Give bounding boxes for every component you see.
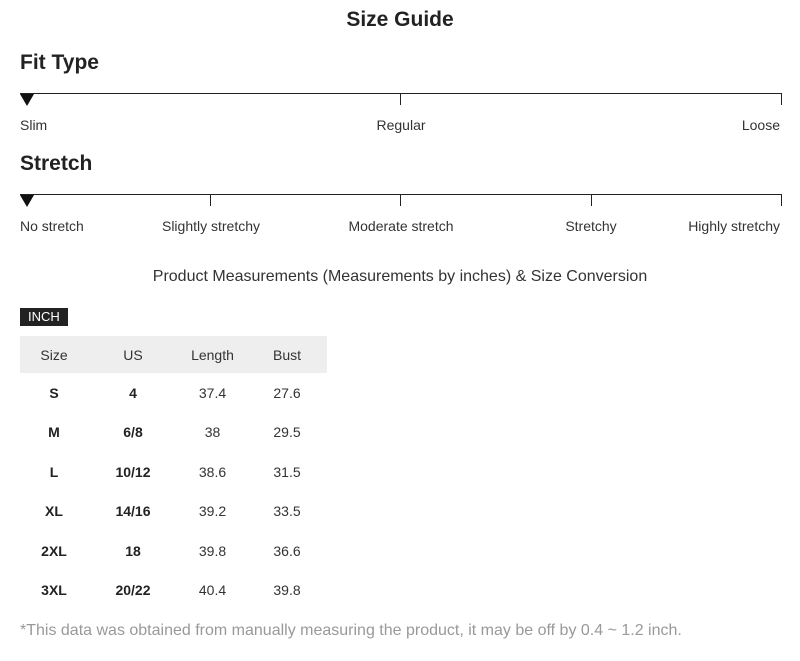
header-bust: Bust	[247, 336, 327, 373]
fit-type-label-regular: Regular	[376, 117, 426, 133]
stretch-scale	[20, 194, 782, 208]
unit-badge[interactable]: INCH	[20, 308, 68, 326]
stretch-marker-icon	[20, 195, 34, 207]
header-us: US	[88, 336, 178, 373]
fit-type-label-slim: Slim	[20, 117, 48, 133]
cell-bust: 31.5	[273, 463, 301, 480]
cell-bust: 36.6	[273, 542, 301, 559]
stretch-tick-stretchy	[591, 194, 592, 206]
stretch-label-moderate: Moderate stretch	[348, 218, 454, 234]
fit-type-label-loose: Loose	[741, 117, 780, 133]
cell-length: 39.8	[198, 542, 227, 559]
fit-type-marker-icon	[20, 94, 34, 106]
fit-type-title: Fit Type	[20, 51, 99, 74]
cell-size: L	[49, 463, 59, 480]
header-size: Size	[20, 336, 88, 373]
table-row	[20, 571, 327, 611]
cell-us: 10/12	[115, 463, 151, 480]
fit-type-tick-loose	[781, 93, 782, 105]
cell-us: 18	[125, 542, 141, 559]
cell-length: 38	[204, 424, 221, 441]
cell-us: 6/8	[123, 424, 143, 441]
header-length: Length	[178, 336, 247, 373]
stretch-tick-highly	[781, 194, 782, 206]
stretch-label-none: No stretch	[20, 218, 84, 234]
cell-bust: 39.8	[273, 582, 301, 599]
stretch-label-slightly: Slightly stretchy	[161, 218, 261, 234]
measurements-title: Product Measurements (Measurements by inches) & Size Conversion	[152, 268, 648, 285]
stretch-scale-line	[20, 194, 782, 195]
table-row	[20, 452, 327, 492]
cell-size: 3XL	[41, 582, 67, 599]
cell-bust: 27.6	[273, 384, 301, 401]
page-title: Size Guide	[346, 8, 454, 31]
stretch-tick-moderate	[400, 194, 401, 206]
stretch-label-stretchy: Stretchy	[565, 218, 617, 234]
stretch-title: Stretch	[20, 152, 93, 175]
cell-bust: 29.5	[273, 424, 301, 441]
cell-size: M	[48, 424, 60, 441]
table-row	[20, 413, 327, 453]
stretch-label-highly: Highly stretchy	[688, 218, 780, 234]
cell-length: 37.4	[198, 384, 227, 401]
table-header-row	[20, 336, 327, 373]
fit-type-scale-line	[20, 93, 782, 94]
cell-size: S	[49, 384, 59, 401]
measurement-note: *This data was obtained from manually measuring the product, it may be off by 0.4 ~ 1.2 inch.	[20, 622, 682, 639]
cell-length: 40.4	[198, 582, 227, 599]
table-row	[20, 373, 327, 413]
table-row	[20, 492, 327, 532]
table-row	[20, 531, 327, 571]
cell-us: 14/16	[115, 503, 151, 520]
cell-length: 38.6	[198, 463, 227, 480]
stretch-tick-slightly	[210, 194, 211, 206]
cell-us: 20/22	[115, 582, 151, 599]
cell-bust: 33.5	[273, 503, 301, 520]
fit-type-scale	[20, 93, 782, 107]
cell-us: 4	[129, 384, 137, 401]
fit-type-tick-regular	[400, 93, 401, 105]
cell-size: XL	[45, 503, 63, 520]
cell-size: 2XL	[41, 542, 67, 559]
cell-length: 39.2	[198, 503, 227, 520]
size-table	[20, 336, 327, 610]
